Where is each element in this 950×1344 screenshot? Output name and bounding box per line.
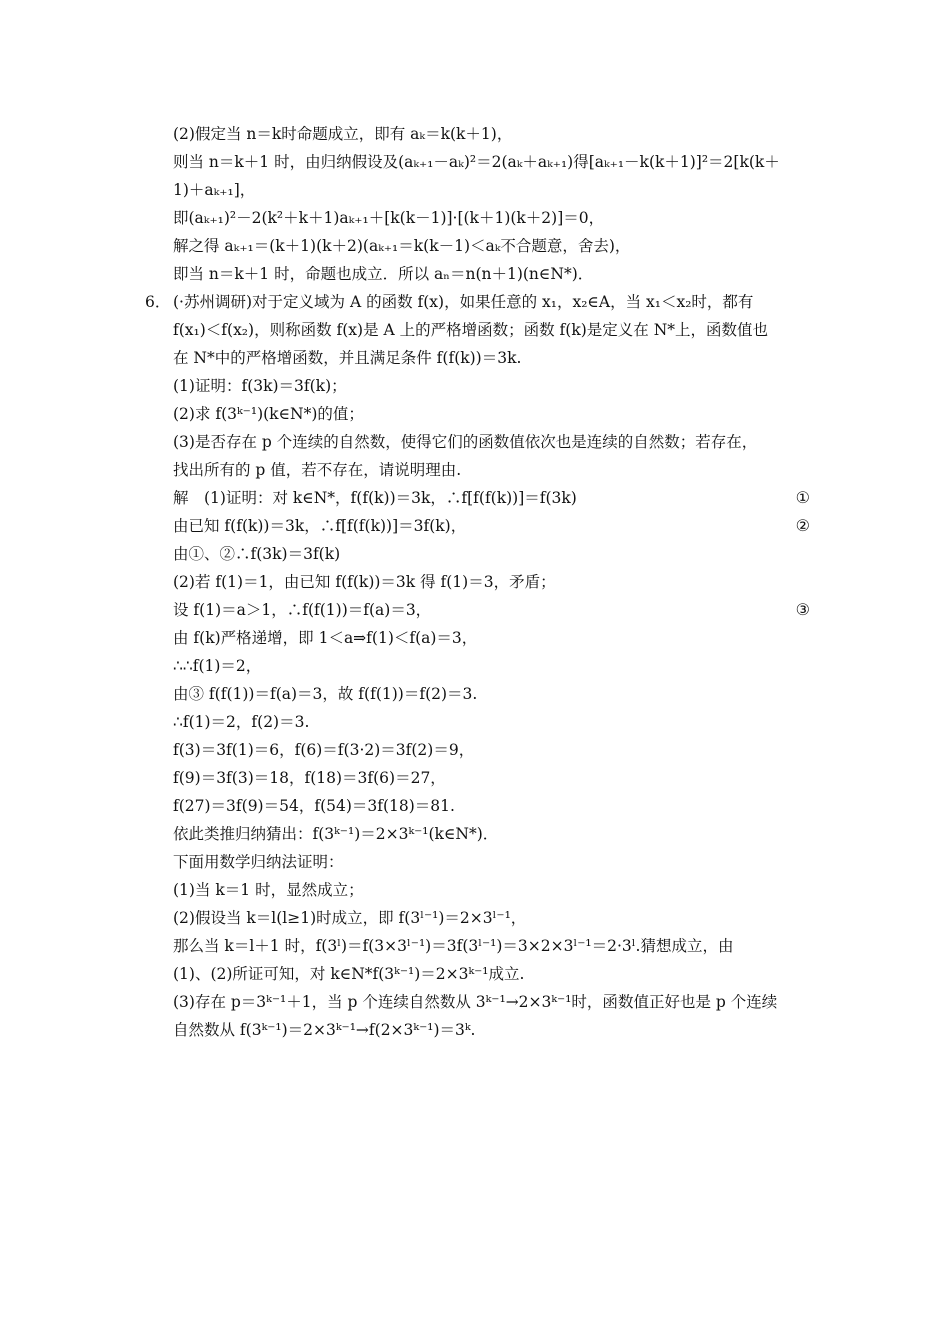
text-line: (1)当 k＝1 时，显然成立； [173, 881, 364, 899]
text-line: f(3)＝3f(1)＝6，f(6)＝f(3·2)＝3f(2)＝9， [173, 741, 475, 759]
text-line: 依此类推归纳猜出：f(3ᵏ⁻¹)＝2×3ᵏ⁻¹(k∈N*)． [173, 825, 499, 843]
text-line: (2)求 f(3ᵏ⁻¹)(k∈N*)的值； [173, 405, 364, 423]
text-line: 解之得 aₖ₊₁＝(k＋1)(k＋2)(aₖ₊₁＝k(k－1)＜aₖ不合题意，舍去)， [173, 237, 631, 255]
text-line: 则当 n＝k＋1 时，由归纳假设及(aₖ₊₁－aₖ)²＝2(aₖ＋aₖ₊₁)得[aₖ₊₁－k(k＋1)]²＝2[k(k＋ [173, 153, 780, 171]
text-line: 由①、②∴f(3k)＝3f(k) [173, 545, 341, 563]
text-line: (1)证明：f(3k)＝3f(k)； [173, 377, 347, 395]
text-line: 由③ f(f(1))＝f(a)＝3，故 f(f(1))＝f(2)＝3. [173, 685, 478, 703]
text-line: 设 f(1)＝a＞1，∴f(f(1))＝f(a)＝3， [173, 601, 432, 619]
circled-mark-1: ① [795, 488, 810, 507]
text-line: 由 f(k)严格递增，即 1＜a⇒f(1)＜f(a)＝3， [173, 629, 478, 647]
text-line: (3)存在 p＝3ᵏ⁻¹＋1，当 p 个连续自然数从 3ᵏ⁻¹→2×3ᵏ⁻¹时，函数值正好也是 p 个连续 [173, 993, 778, 1011]
text-line: 下面用数学归纳法证明： [173, 853, 344, 871]
text-line: 那么当 k＝l＋1 时，f(3ˡ)＝f(3×3ˡ⁻¹)＝3f(3ˡ⁻¹)＝3×2×3ˡ⁻¹＝2·3ˡ.猜想成立，由 [173, 937, 734, 955]
circled-mark-3: ③ [795, 600, 810, 619]
text-line: (2)若 f(1)＝1，由已知 f(f(k))＝3k 得 f(1)＝3，矛盾； [173, 573, 556, 591]
text-line: 1)＋aₖ₊₁]， [173, 181, 256, 199]
text-line: 即当 n＝k＋1 时，命题也成立．所以 aₙ＝n(n＋1)(n∈N*)． [173, 265, 594, 283]
text-line: 在 N*中的严格增函数，并且满足条件 f(f(k))＝3k. [173, 349, 522, 367]
text-line: 即(aₖ₊₁)²－2(k²＋k＋1)aₖ₊₁＋[k(k－1)]·[(k＋1)(k＋2)]＝0， [173, 209, 605, 227]
text-line: ∴f(1)＝2，f(2)＝3. [173, 713, 310, 731]
text-line: (1)、(2)所证可知，对 k∈N*f(3ᵏ⁻¹)＝2×3ᵏ⁻¹成立. [173, 965, 525, 983]
text-line: (·苏州调研)对于定义域为 A 的函数 f(x)，如果任意的 x₁，x₂∈A，当 x₁＜x₂时，都有 [173, 293, 754, 311]
text-line: 自然数从 f(3ᵏ⁻¹)＝2×3ᵏ⁻¹→f(2×3ᵏ⁻¹)＝3ᵏ. [173, 1021, 476, 1039]
text-line: 解 (1)证明：对 k∈N*，f(f(k))＝3k，∴f[f(f(k))]＝f(3k) [173, 489, 577, 507]
text-line: 由已知 f(f(k))＝3k，∴f[f(f(k))]＝3f(k)， [173, 517, 467, 535]
text-line: 找出所有的 p 值，若不存在，请说明理由. [173, 461, 462, 479]
text-line: f(x₁)＜f(x₂)，则称函数 f(x)是 A 上的严格增函数；函数 f(k)是定义在 N*上，函数值也 [173, 321, 769, 339]
problem-number: 6． [145, 293, 171, 311]
text-line: ∴∴f(1)＝2， [173, 657, 262, 675]
text-line: (2)假定当 n＝k时命题成立，即有 aₖ＝k(k＋1)， [173, 125, 513, 143]
circled-mark-2: ② [795, 516, 810, 535]
text-line: f(27)＝3f(9)＝54，f(54)＝3f(18)＝81. [173, 797, 455, 815]
text-line: f(9)＝3f(3)＝18，f(18)＝3f(6)＝27， [173, 769, 446, 787]
text-line: (3)是否存在 p 个连续的自然数，使得它们的函数值依次也是连续的自然数；若存在， [173, 433, 758, 451]
text-line: (2)假设当 k＝l(l≥1)时成立，即 f(3ˡ⁻¹)＝2×3ˡ⁻¹， [173, 909, 527, 927]
